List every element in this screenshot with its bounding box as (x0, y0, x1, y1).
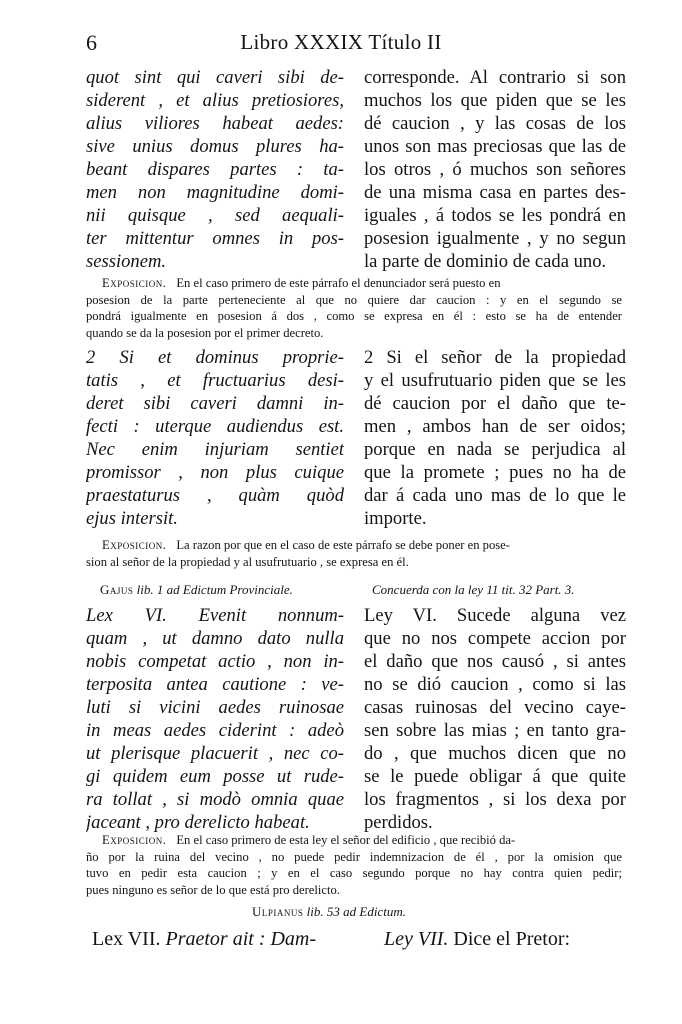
source-citation-gajus (100, 582, 293, 598)
text-line: Lex VI. Evenit nonnum- (86, 605, 344, 626)
text-line: ejus intersit. (86, 508, 178, 529)
text-line: sessionem. (86, 251, 167, 272)
exposicion-label: Exposicion. (102, 833, 167, 847)
exposicion-line: posesion de la parte perteneciente al que no quiere dar caucion : y en el segundo se (86, 292, 622, 307)
final-source-author: Ulpianus (252, 904, 304, 919)
exposicion-line: pues ninguno es señor de lo que está pro derelicto. (86, 882, 340, 897)
text-line: no se dió caucion , como si las (364, 674, 626, 695)
text-line: dar á cada uno mas de lo que le (364, 485, 626, 506)
text-line: Nec enim injuriam sentiet (86, 439, 344, 460)
exposicion-line: quando se da la posesion por el primer decreto. (86, 325, 324, 340)
text-line: los otros , ó muchos son señores (364, 159, 626, 180)
final-source-reference: lib. 53 ad Edictum. (306, 904, 406, 919)
text-line: casas ruinosas del vecino caye- (364, 697, 626, 718)
concordance-text: Concuerda con la ley 11 tit. 32 Part. 3. (372, 582, 575, 597)
exposicion-text: La razon por que en el caso de este párrafo se debe poner en pose- (176, 538, 510, 552)
text-line: promissor , non plus cuique (86, 462, 344, 483)
text-line: ut plerisque placuerit , nec co- (86, 743, 344, 764)
exposicion-line: ño por la ruina del vecino , no puede pedir indemnizacion de él , por la omision que (86, 849, 622, 864)
text-line: iguales , á todos se les pondrá en (364, 205, 626, 226)
text-line: porque en nada se perjudica al (364, 439, 626, 460)
latin-column-section-3 (86, 604, 344, 834)
ley-vii-heading: Ley VII. (384, 928, 449, 950)
exposicion-line: tuvo en pedir esta caucion ; y en el caso segundo porque no hay contra quien pedir; (86, 866, 622, 880)
latin-column-section-1 (86, 66, 344, 273)
text-line: importe. (364, 508, 427, 529)
exposicion-line: sion al señor de la propiedad y al usufrutuario , se expresa en él. (86, 554, 409, 569)
exposicion-line (86, 537, 622, 554)
latin-column-section-2 (86, 346, 344, 530)
text-line: terposita antea cautione : ve- (86, 674, 344, 695)
text-line: deret sibi caveri damni in- (86, 393, 344, 414)
text-line: unos son mas preciosas que las de (364, 136, 626, 157)
text-line: quam , ut damno dato nulla (86, 628, 344, 649)
text-line: fecti : uterque audiendus est. (86, 416, 344, 437)
text-line: praestaturus , quàm quòd (86, 485, 344, 506)
exposicion-line (86, 275, 622, 292)
text-line: la parte de dominio de cada uno. (364, 251, 607, 272)
text-line: perdidos. (364, 812, 433, 833)
exposicion-line: pondrá igualmente en posesion á dos , como se expresa en él : esto se ha de entender (86, 309, 622, 323)
source-author: Gajus (100, 582, 134, 597)
text-line: nobis competat actio , non in- (86, 651, 344, 672)
page-number: 6 (86, 30, 97, 55)
text-line: alius viliores habeat aedes: (86, 113, 344, 134)
source-reference: lib. 1 ad Edictum Provinciale. (136, 582, 293, 597)
text-line: men non magnitudine domi- (86, 182, 344, 203)
text-line: sen sobre las mias ; en tanto gra- (364, 720, 626, 741)
text-line: dé caucion , y las cosas de los (364, 113, 626, 134)
text-line: in meas aedes ciderint : adeò (86, 720, 344, 741)
text-line: 2 Si el señor de la propiedad (364, 347, 626, 368)
text-line: muchos los que piden que se les (364, 90, 626, 111)
exposicion-label: Exposicion. (102, 276, 167, 290)
text-line: de una misma casa en partes des- (364, 182, 626, 203)
exposicion-text: En el caso primero de esta ley el señor del edificio , que recibió da- (176, 833, 516, 847)
text-line: el daño que nos causó , si antes (364, 651, 626, 672)
text-line: los fragmentos , si los dexa por (364, 789, 626, 810)
text-line: posesion igualmente , y no segun (364, 228, 626, 249)
text-line: sive unius domus plures ha- (86, 136, 344, 157)
text-line: ter mittentur omnes in pos- (86, 228, 344, 249)
text-line: corresponde. Al contrario si son (364, 67, 626, 88)
spanish-column-section-3 (364, 604, 626, 834)
exposicion-section-3 (86, 832, 622, 898)
spanish-column-section-1 (364, 66, 626, 273)
text-line: dé caucion por el daño que te- (364, 393, 626, 414)
concordance-citation (372, 582, 575, 598)
source-citation-ulpianus-text (252, 904, 406, 920)
text-line: beant dispares partes : ta- (86, 159, 344, 180)
exposicion-section-1 (86, 275, 622, 341)
spanish-column-section-2 (364, 346, 626, 530)
lex-vii-text: Praetor ait : Dam- (165, 928, 317, 950)
final-spanish-line (384, 928, 570, 951)
text-line: quot sint qui caveri sibi de- (86, 67, 344, 88)
text-line: gi quidem eum posse ut rude- (86, 766, 344, 787)
text-line: Ley VI. Sucede alguna vez (364, 605, 626, 626)
text-line: que no nos compete accion por (364, 628, 626, 649)
text-line: do , que muchos dicen que no (364, 743, 626, 764)
exposicion-line (86, 832, 622, 849)
text-line: 2 Si et dominus proprie- (86, 347, 344, 368)
lex-vii-heading: Lex VII. (92, 928, 161, 950)
text-line: tatis , et fructuarius desi- (86, 370, 344, 391)
ley-vii-text: Dice el Pretor: (453, 928, 571, 950)
final-latin-line (92, 928, 316, 951)
text-line: se le puede obligar á que quite (364, 766, 626, 787)
text-line: siderent , et alius pretiosiores, (86, 90, 344, 111)
exposicion-text: En el caso primero de este párrafo el denunciador será puesto en (176, 276, 501, 290)
text-line: men , ambos han de ser oidos; (364, 416, 626, 437)
exposicion-section-2 (86, 537, 622, 570)
exposicion-label: Exposicion. (102, 538, 167, 552)
text-line: ra tollat , si modò omnia quae (86, 789, 344, 810)
text-line: nii quisque , sed aequali- (86, 205, 344, 226)
text-line: jaceant , pro derelicto habeat. (86, 812, 310, 833)
text-line: luti si vicini aedes ruinosae (86, 697, 344, 718)
text-line: y el usufrutuario piden que se les (364, 370, 626, 391)
text-line: que la promete ; pues no ha de (364, 462, 626, 483)
running-title: Libro XXXIX Título II (240, 30, 442, 54)
